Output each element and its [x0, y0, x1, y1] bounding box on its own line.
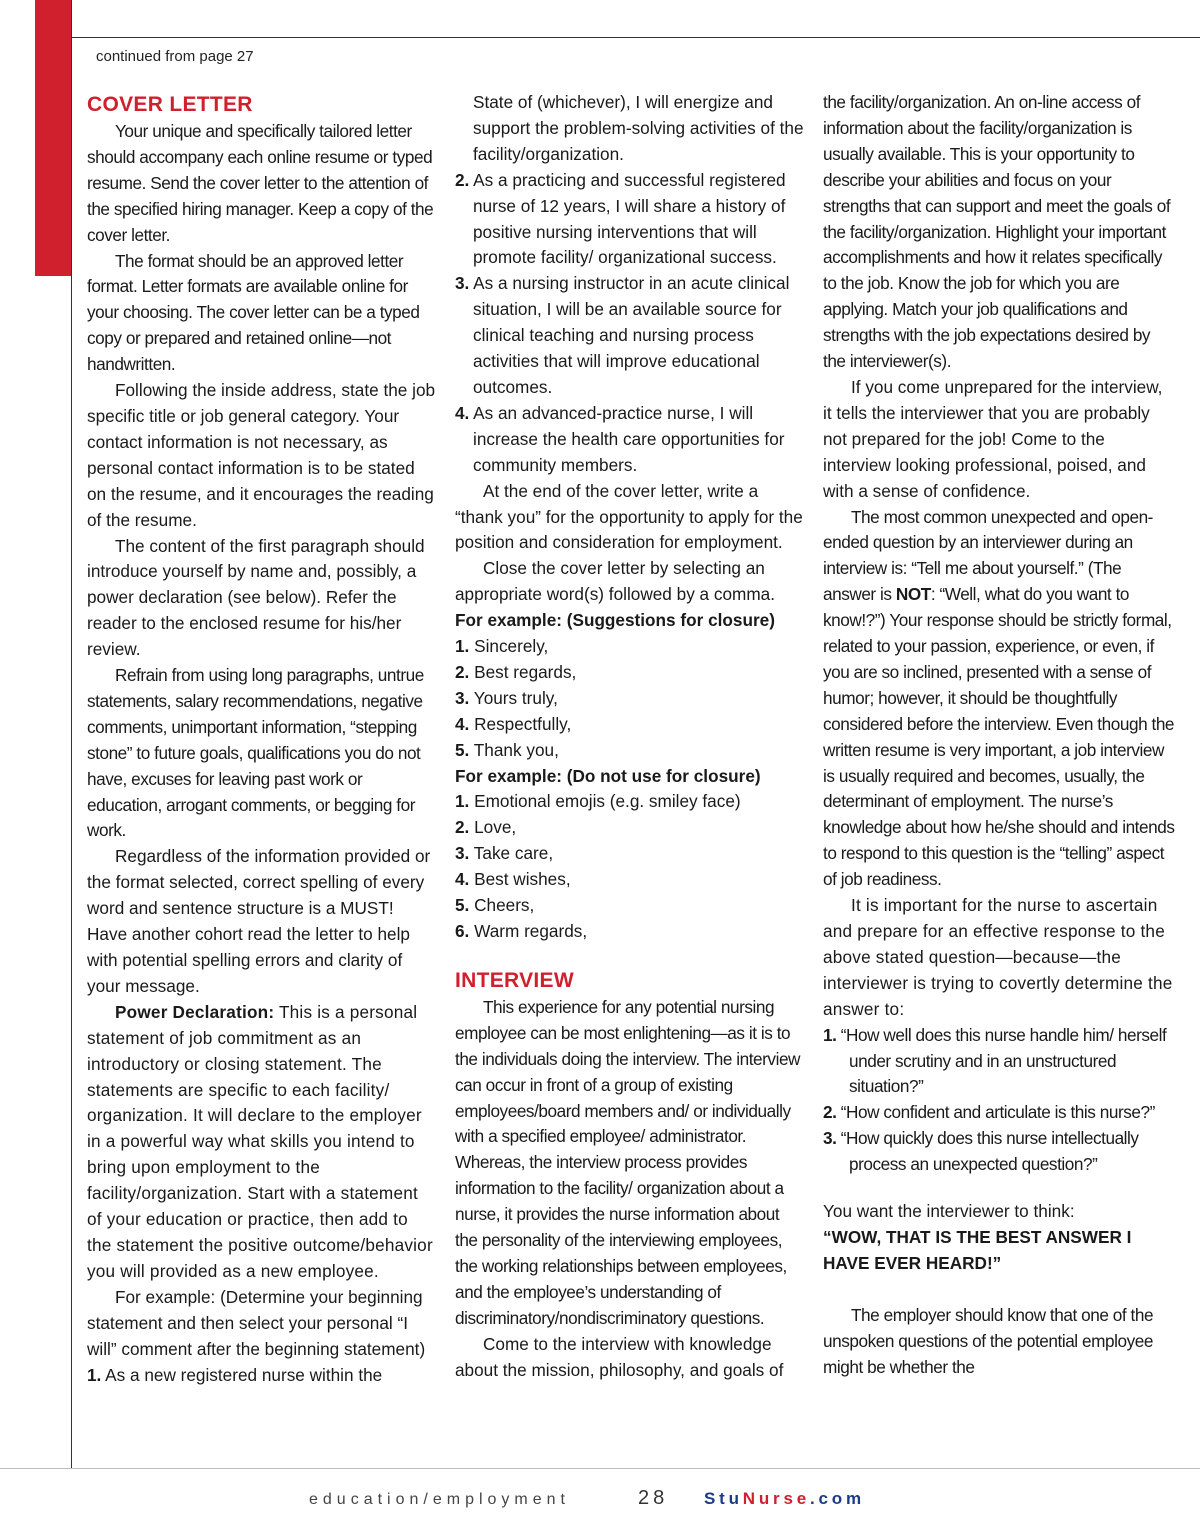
- list-item: 3. Take care,: [455, 843, 554, 864]
- footer-section-label: education/employment: [309, 1491, 570, 1508]
- closure-suggestions-heading: For example: (Suggestions for closure): [455, 610, 775, 631]
- column-3: [823, 90, 1175, 1381]
- brand-logo: StuNurse.com: [704, 1489, 865, 1508]
- top-rule: [71, 37, 1200, 38]
- list-item: 1. Emotional emojis (e.g. smiley face): [455, 791, 741, 812]
- list-item: 5. Thank you,: [455, 739, 559, 760]
- list-item: 3. “How quickly does this nurse intellectually process an unexpected question?”: [823, 1128, 1139, 1175]
- continued-note: continued from page 27: [96, 48, 254, 65]
- left-margin-rule: [71, 0, 72, 1468]
- paragraph: Regardless of the information provided or the format selected, correct spelling of every word and sentence structure is a MUST! Have another cohort read the letter to help with potential spelling errors and clarity of your message.: [87, 846, 431, 996]
- section-title-interview: INTERVIEW: [455, 968, 574, 992]
- power-declaration-label: Power Declaration:: [115, 1001, 275, 1022]
- column-2: [455, 90, 805, 1384]
- paragraph: If you come unprepared for the interview, it tells the interviewer that you are probably not prepared for the job! Come to the interview looking professional, poised, and with a sense of confidence.: [823, 376, 1163, 501]
- paragraph: Close the cover letter by selecting an appropriate word(s) followed by a comma.: [455, 558, 776, 605]
- list-item: 2. As a practicing and successful registered nurse of 12 years, I will share a history of positive nursing interventions that will promote facility/ organizational success.: [455, 169, 786, 268]
- list-item: 2. Best regards,: [455, 661, 577, 682]
- emphasis-quote: “WOW, THAT IS THE BEST ANSWER I HAVE EVER HEARD!”: [823, 1226, 1132, 1273]
- paragraph: For example: (Determine your beginning statement and then select your personal “I will” comment after the beginning statement): [87, 1286, 426, 1359]
- page-number: 28: [638, 1487, 669, 1509]
- paragraph: The format should be an approved letter format. Letter formats are available online for your choosing. The cover letter can be a typed copy or prepared and retained online—not handwritten.: [87, 250, 420, 375]
- paragraph: Following the inside address, state the job specific title or job general category. Your contact information is not necessary, as personal contact information is to be stated on the resume, and it encourages the reading of the resume.: [87, 380, 436, 530]
- paragraph: It is important for the nurse to ascertain and prepare for an effective response to the above stated question—because—the interviewer is trying to covertly determine the answer to:: [823, 895, 1173, 1019]
- paragraph: You want the interviewer to think:: [823, 1201, 1075, 1222]
- list-item: 4. Best wishes,: [455, 869, 571, 890]
- paragraph: Refrain from using long paragraphs, untrue statements, salary recommendations, negative comments, unimportant information, “stepping stone” to future goals, qualifications you do not have, excuses for leaving past work or education, arrogant comments, or begging for work.: [87, 665, 424, 841]
- closure-avoid-heading: For example: (Do not use for closure): [455, 765, 761, 786]
- list-item: 1. Sincerely,: [455, 636, 549, 657]
- list-item: 5. Cheers,: [455, 895, 535, 916]
- paragraph: Come to the interview with knowledge about the mission, philosophy, and goals of: [455, 1333, 784, 1380]
- paragraph: The employer should know that one of the unspoken questions of the potential employee might be whether the: [823, 1304, 1154, 1377]
- red-section-tab: [35, 0, 72, 276]
- list-item: 1. As a new registered nurse within the: [87, 1364, 383, 1385]
- list-item: 2. “How confident and articulate is this nurse?”: [823, 1102, 1155, 1123]
- list-item: 1. “How well does this nurse handle him/ herself under scrutiny and in an unstructured situation?”: [823, 1024, 1167, 1097]
- footer-rule: [0, 1468, 1200, 1469]
- list-item-continued: State of (whichever), I will energize and support the problem-solving activities of the facility/organization.: [473, 92, 804, 164]
- page-footer: [0, 1487, 1200, 1515]
- list-item: 2. Love,: [455, 817, 517, 838]
- section-title-cover-letter: COVER LETTER: [87, 93, 253, 116]
- list-item: 6. Warm regards,: [455, 921, 588, 941]
- paragraph: the facility/organization. An on-line access of information about the facility/organization is usually available. This is your opportunity to describe your abilities and focus on your strengths that can support and meet the goals of the facility/organization. Highlight your important accomplishments and how it relates specifically to the job. Know the job for which you are applying. Match your job qualifications and strengths with the job expectations desired by the interviewer(s).: [823, 92, 1171, 372]
- paragraph: The content of the first paragraph should introduce yourself by name and, possibly, a power declaration (see below). Refer the reader to the enclosed resume for his/her review.: [87, 535, 425, 660]
- list-item: 3. As a nursing instructor in an acute clinical situation, I will be an available source for clinical teaching and nursing process activities that will improve educational outcomes.: [455, 273, 790, 397]
- power-declaration-text: This is a personal statement of job commitment as an introductory or closing statement. The statements are specific to each facility/ organization. It will declare to the employer in a powerful way what skills you intend to bring upon employment to the facility/organization. Start with a statement of your education or practice, then add to the statement the positive outcome/behavior you will provided as a new employee.: [87, 1001, 433, 1281]
- list-item: 4. As an advanced-practice nurse, I will increase the health care opportunities for community members.: [455, 402, 785, 475]
- paragraph-power-declaration: [87, 1000, 437, 1285]
- paragraph: The most common unexpected and open-ended question by an interviewer during an interview is: “Tell me about yourself.” (The answer is NOT: “Well, what do you want to know!?”) Your response should be strictly formal, related to your passion, experience, or even, if you are so inclined, presented with a sense of humor; however, it should be thoughtfully considered before the interview. Even though the written resume is very important, a job interview is usually required and becomes, usually, the determinant of employment. The nurse’s knowledge about how he/she should and intends to respond to this question is the “telling” aspect of job readiness.: [823, 506, 1175, 890]
- list-item: 4. Respectfully,: [455, 713, 572, 734]
- column-1: [87, 90, 437, 1388]
- emphasis-not: NOT: [895, 584, 931, 605]
- paragraph: At the end of the cover letter, write a “thank you” for the opportunity to apply for the position and consideration for employment.: [455, 480, 803, 553]
- paragraph: Your unique and specifically tailored letter should accompany each online resume or typed resume. Send the cover letter to the attention of the specified hiring manager. Keep a copy of the cover letter.: [87, 121, 434, 245]
- paragraph: This experience for any potential nursing employee can be most enlightening—as it is to the individuals doing the interview. The interview can occur in front of a group of existing employees/board members and/ or individually with a specified employee/ administrator. Whereas, the interview process provides information to the facility/ organization about a nurse, it provides the nurse information about the personality of the interviewing employees, the working relationships between employees, and the employee’s understanding of discriminatory/nondiscriminatory questions.: [455, 996, 801, 1328]
- list-item: 3. Yours truly,: [455, 687, 558, 708]
